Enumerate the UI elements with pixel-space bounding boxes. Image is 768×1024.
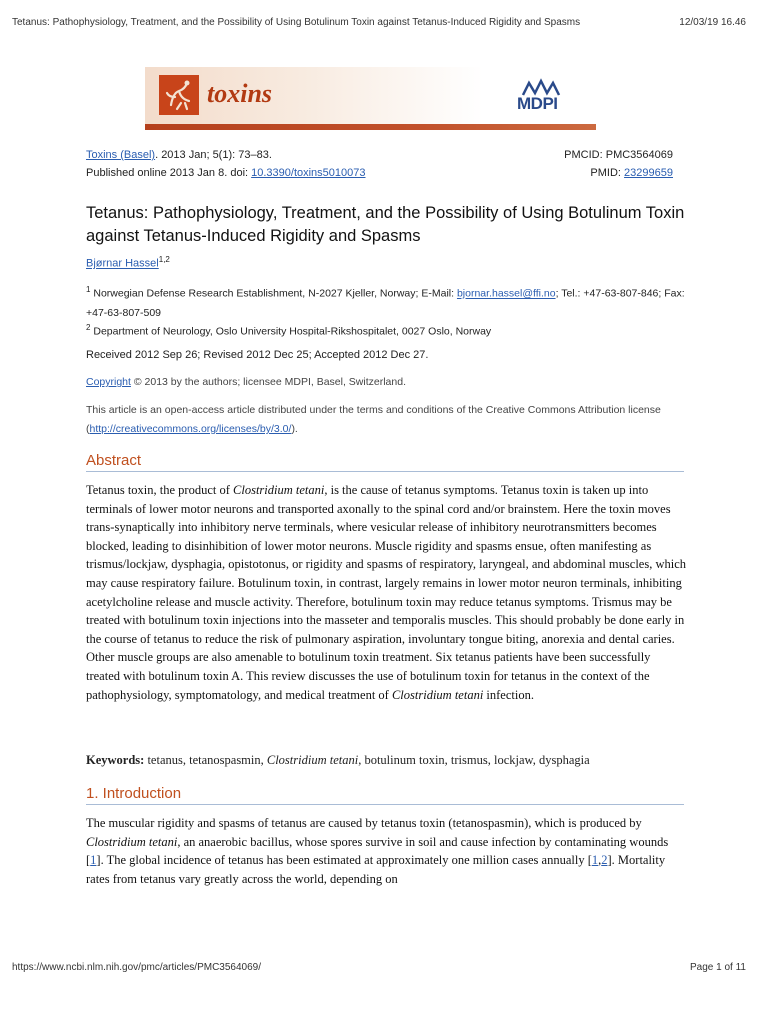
citation-details: . 2013 Jan; 5(1): 73–83. [155, 149, 272, 161]
copyright-text: © 2013 by the authors; licensee MDPI, Basel, Switzerland. [130, 376, 406, 388]
abstract-part-2: , is the cause of tetanus symptoms. Tetanus toxin is taken up into terminals of lower motor neurons and transported axonally to the spinal cord and/or brainstem. Here the toxin moves trans-synaptically into inhibitory nerve terminals, where vesicular release of inhibitory neurotransmitters becomes blocked, leading to disinhibition of lower motor neurons. Muscle rigidity and spasms ensue, often manifesting as trismus/lockjaw, dysphagia, opistotonus, or rigidity and spasms of respiratory, laryngeal, and abdominal muscles, which may cause respiratory failure. Botulinum toxin, in contrast, largely remains in lower motor neuron terminals, inhibiting acetylcholine release and muscle activity. Therefore, botulinum toxin may reduce tetanus symptoms. Trismus may be treated with botulinum toxin injections into the masseter and temporalis muscles. This should probably be done early in the course of tetanus to reduce the risk of pulmonary aspiration, involuntary tongue biting, anorexia and dental caries. Other muscle groups are also amenable to botulinum toxin treatment. Six tetanus patients have been successfully treated with botulinum toxin A. This review discusses the use of botulinum toxin for tetanus in the context of the pathophysiology, symptomatology, and medical treatment of [86, 483, 687, 702]
journal-link[interactable]: Toxins (Basel) [86, 149, 156, 161]
license-link[interactable]: http://creativecommons.org/licenses/by/3.0/ [89, 423, 292, 435]
journal-banner[interactable] [145, 67, 596, 130]
copyright-line [86, 376, 406, 388]
pmcid: PMCID: PMC3564069 [564, 149, 673, 161]
pmid-link[interactable]: 23299659 [624, 167, 673, 179]
copyright-link[interactable]: Copyright [86, 376, 131, 388]
keywords [86, 753, 686, 768]
introduction-heading: 1. Introduction [86, 785, 684, 805]
page-number: Page 1 of 11 [690, 962, 746, 973]
intro-part-b: , an anaerobic bacillus, whose spores survive in soil and cause infection by contaminating wounds [ [86, 834, 669, 868]
browser-page-title: Tetanus: Pathophysiology, Treatment, and the Possibility of Using Botulinum Toxin against Tetanus-Induced Rigidity and Spasms [12, 17, 581, 28]
mdpi-logo [517, 77, 579, 121]
aff2-number: 2 [86, 323, 91, 332]
introduction-text [86, 814, 686, 888]
pmid-label: PMID: [590, 167, 625, 179]
license-text-a: This article is an open-access article distributed under the terms and conditions of the Creative Commons Attribution license ( [86, 404, 661, 435]
aff2-text: Department of Neurology, Oslo University Hospital-Rikshospitalet, 0027 Oslo, Norway [90, 325, 492, 338]
journal-logo-text: toxins [207, 79, 273, 108]
abstract-part-1: Tetanus toxin, the product of [86, 483, 234, 497]
keywords-a: tetanus, tetanospasmin, [144, 753, 267, 767]
ref-separator: , [598, 853, 602, 868]
species-name: Clostridium tetani [391, 687, 484, 702]
aff1-text-a: Norwegian Defense Research Establishment, N-2027 Kjeller, Norway; E-Mail: [90, 287, 457, 300]
license-statement [86, 401, 686, 439]
reference-link-2[interactable]: 2 [601, 853, 608, 868]
author-line [86, 255, 170, 270]
published-line [86, 167, 366, 179]
abstract-text [86, 481, 686, 704]
license-text-b: ). [291, 423, 298, 435]
keywords-b: , botulinum toxin, trismus, lockjaw, dysphagia [358, 753, 590, 767]
affiliation-2 [86, 318, 686, 342]
print-datetime: 12/03/19 16.46 [679, 17, 746, 28]
intro-part-c: ]. The global incidence of tetanus has been estimated at approximately one million cases annually [ [96, 853, 592, 868]
pmid-line [590, 167, 673, 179]
published-text: Published online 2013 Jan 8. doi: [86, 167, 252, 179]
species-name: Clostridium tetani [86, 834, 178, 849]
author-link[interactable]: Bjørnar Hassel [86, 257, 159, 270]
intro-part-d: ]. Mortality rates from tetanus vary greatly across the world, depending on [86, 853, 666, 886]
species-name: Clostridium tetani [233, 483, 325, 497]
article-title: Tetanus: Pathophysiology, Treatment, and the Possibility of Using Botulinum Toxin against Tetanus-Induced Rigidity and Spasms [86, 204, 685, 245]
reference-link-1[interactable]: 1 [90, 853, 97, 868]
toxins-logo-icon [159, 75, 199, 115]
abstract-heading: Abstract [86, 452, 684, 472]
abstract-part-3: infection. [483, 687, 534, 702]
keywords-label: Keywords: [86, 753, 145, 767]
intro-part-a: The muscular rigidity and spasms of tetanus are caused by tetanus toxin (tetanospasmin), which is produced by [86, 816, 642, 830]
author-affiliation-sup: 1,2 [158, 255, 170, 264]
citation-line [86, 149, 272, 161]
article-dates: Received 2012 Sep 26; Revised 2012 Dec 25; Accepted 2012 Dec 27. [86, 349, 429, 361]
aff1-number: 1 [86, 285, 91, 294]
page-url: https://www.ncbi.nlm.nih.gov/pmc/articles/PMC3564069/ [12, 962, 261, 973]
species-name: Clostridium tetani [266, 753, 359, 767]
author-email-link[interactable]: bjornar.hassel@ffi.no [456, 287, 556, 300]
doi-link[interactable]: 10.3390/toxins5010073 [251, 167, 366, 179]
aff1-text-b: ; Tel.: +47-63-807-846; Fax: +47-63-807-509 [86, 287, 685, 319]
affiliation-1 [86, 280, 686, 323]
banner-stripe [145, 124, 596, 130]
publisher-logo-text: MDPI [517, 94, 558, 113]
reference-link-1b[interactable]: 1 [591, 853, 599, 868]
